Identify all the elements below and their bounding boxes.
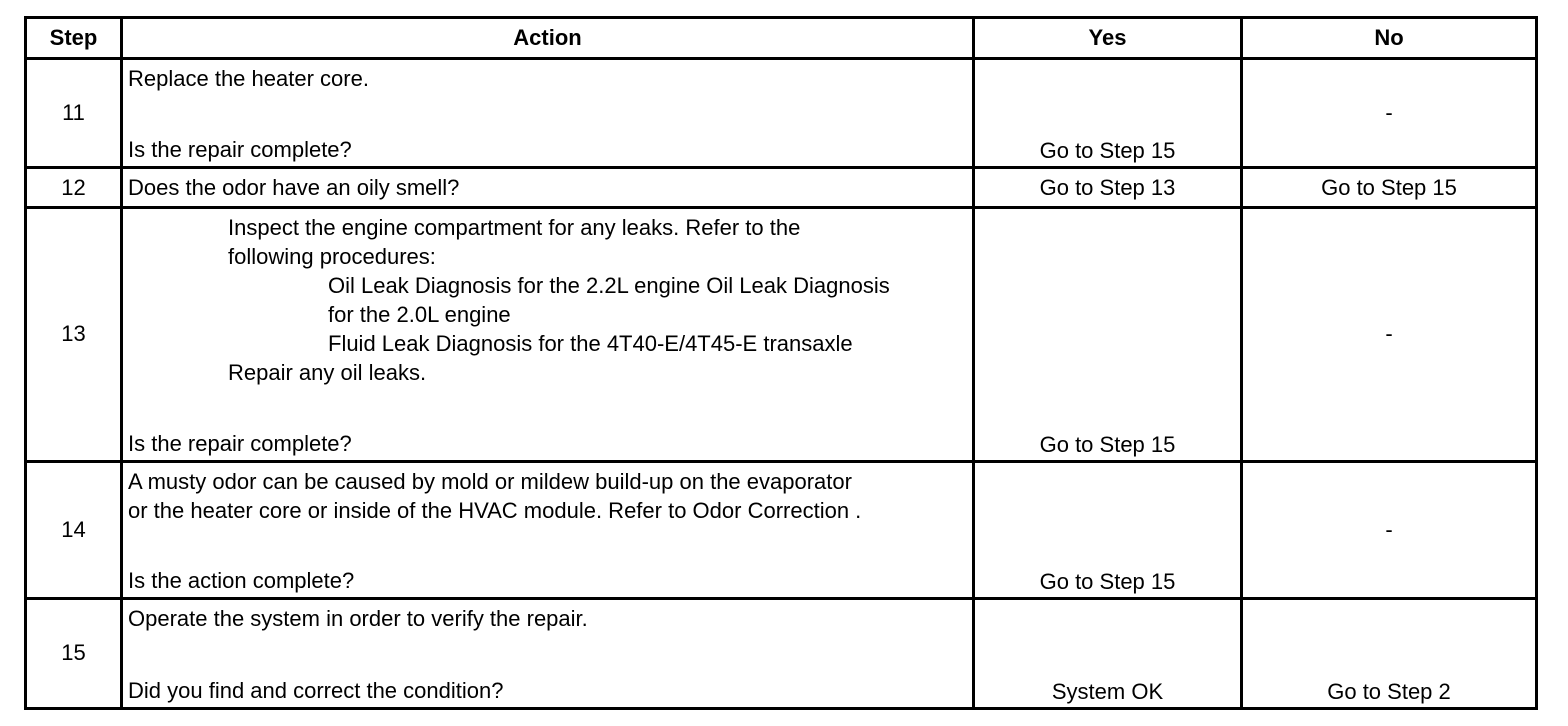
action-question: Is the repair complete?: [128, 430, 352, 456]
action-question: Is the action complete?: [128, 567, 355, 593]
action-line: following procedures:: [228, 244, 436, 270]
action-line: Oil Leak Diagnosis for the 2.2L engine Oil Leak Diagnosis: [328, 273, 890, 299]
header-yes: Yes: [974, 18, 1242, 59]
action-line: Replace the heater core.: [128, 66, 369, 91]
step-number: 14: [26, 461, 122, 598]
action-question: Is the repair complete?: [128, 137, 352, 163]
action-cell: [122, 461, 974, 598]
no-cell: Go to Step 2: [1242, 598, 1537, 708]
header-action: Action: [122, 18, 974, 59]
action-line: or the heater core or inside of the HVAC module. Refer to Odor Correction .: [128, 497, 862, 523]
action-cell: [122, 59, 974, 168]
action-line: Inspect the engine compartment for any leaks. Refer to the: [228, 215, 801, 241]
action-cell: [122, 598, 974, 708]
action-line: for the 2.0L engine: [328, 302, 511, 328]
header-step: Step: [26, 18, 122, 59]
table-row-step-15: [26, 598, 1537, 708]
diagnostic-table: [24, 16, 1538, 710]
action-line: Operate the system in order to verify the repair.: [128, 605, 588, 631]
action-line: Does the odor have an oily smell?: [128, 174, 460, 200]
header-row: [26, 18, 1537, 59]
step-number: 15: [26, 598, 122, 708]
action-question: Did you find and correct the condition?: [128, 678, 504, 703]
step-number: 12: [26, 168, 122, 208]
no-cell: Go to Step 15: [1242, 168, 1537, 208]
action-line: A musty odor can be caused by mold or mildew build-up on the evaporator: [128, 468, 852, 494]
header-no: No: [1242, 18, 1537, 59]
table-row-step-13: [26, 208, 1537, 461]
table-row-step-14: [26, 461, 1537, 598]
no-cell: -: [1242, 461, 1537, 598]
step-number: 13: [26, 208, 122, 461]
yes-cell: Go to Step 13: [974, 168, 1242, 208]
table-row-step-11: [26, 59, 1537, 168]
no-cell: -: [1242, 59, 1537, 168]
yes-cell: Go to Step 15: [974, 59, 1242, 168]
yes-cell: Go to Step 15: [974, 461, 1242, 598]
step-number: 11: [26, 59, 122, 168]
action-cell: [122, 168, 974, 208]
action-line: Repair any oil leaks.: [228, 360, 427, 386]
action-line: Fluid Leak Diagnosis for the 4T40-E/4T45-E transaxle: [328, 331, 853, 357]
yes-cell: Go to Step 15: [974, 208, 1242, 461]
table-row-step-12: [26, 168, 1537, 208]
no-cell: -: [1242, 208, 1537, 461]
yes-cell: System OK: [974, 598, 1242, 708]
action-cell: [122, 208, 974, 461]
